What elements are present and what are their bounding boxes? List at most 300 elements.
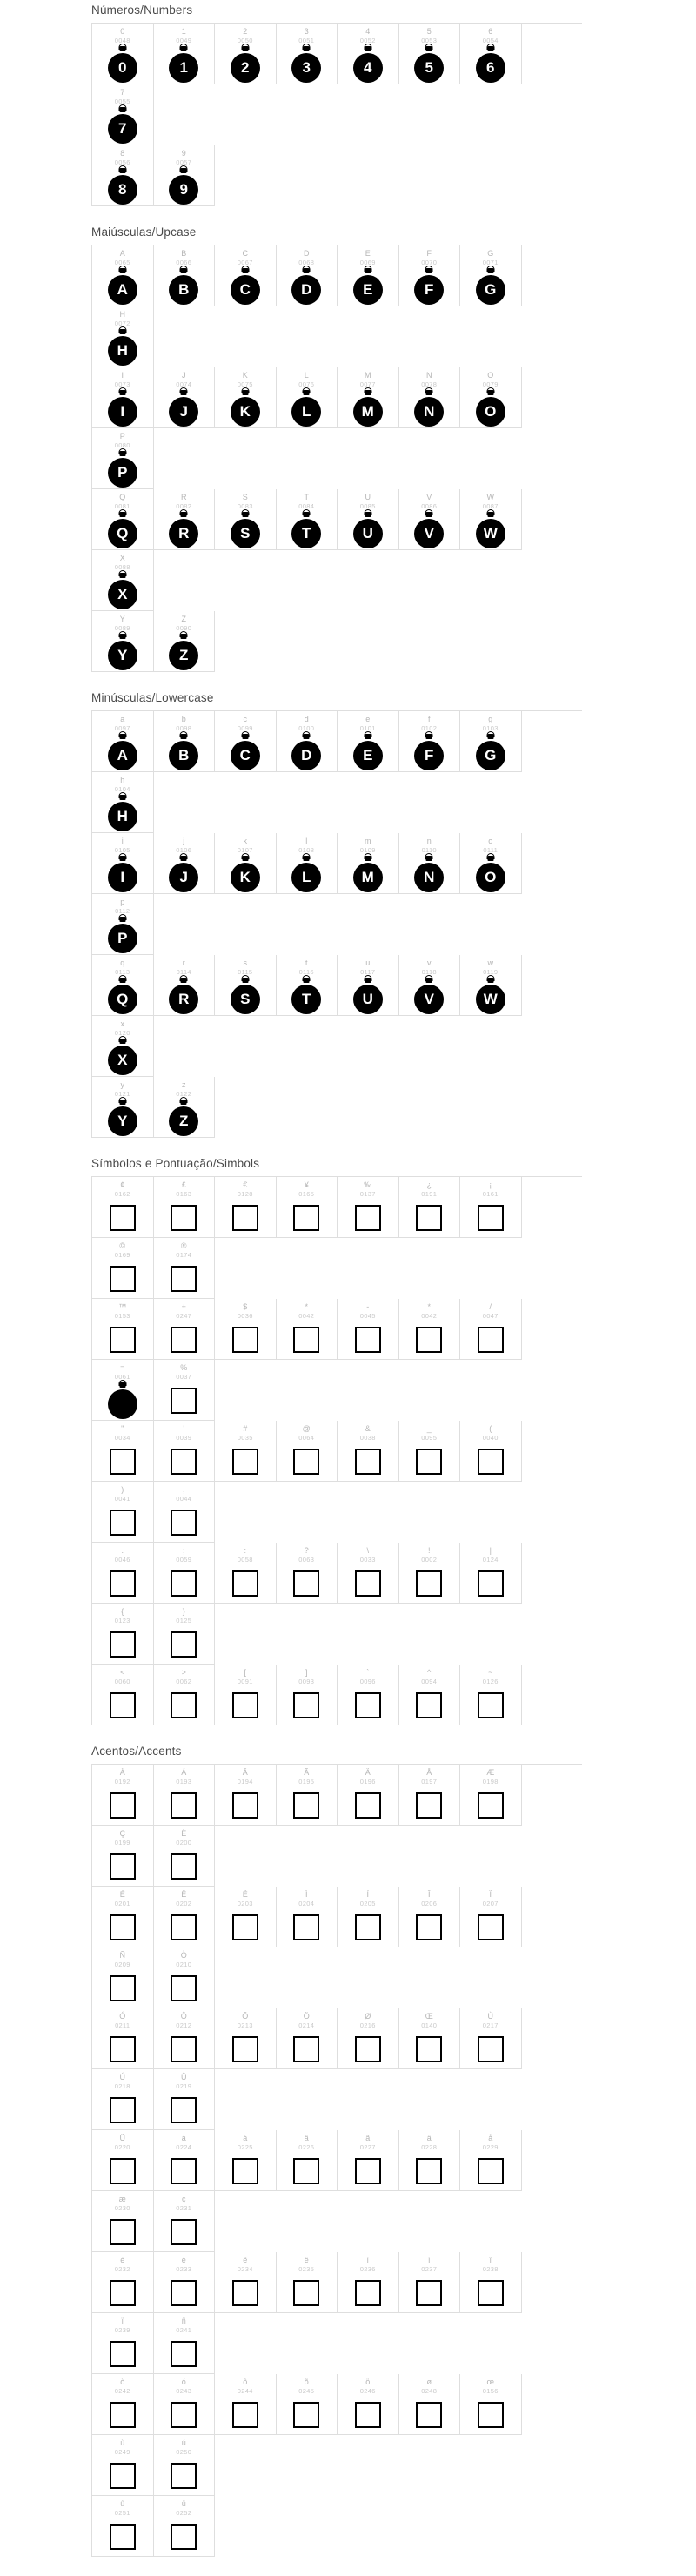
glyph-char-label: ü (181, 2499, 186, 2508)
ornament-ball-icon (414, 46, 444, 83)
ornament-ball-icon (169, 856, 198, 892)
ornament-cap-icon (304, 268, 310, 273)
glyph-code-label: 0204 (298, 1900, 315, 1907)
glyph-char-label: _ (426, 1424, 432, 1433)
ornament-letter: 2 (231, 53, 260, 83)
glyph-preview (277, 732, 338, 771)
glyph-char-label: c (243, 715, 247, 723)
glyph-char-label: } (182, 1607, 185, 1616)
glyph-char-label: ñ (181, 2317, 186, 2325)
glyph-char-label: ) (121, 1485, 124, 1494)
section-title: Símbolos e Pontuação/Simbols (91, 1157, 260, 1170)
glyph-preview (399, 510, 460, 549)
missing-glyph-box-icon (232, 1205, 258, 1231)
ornament-letter: O (476, 397, 505, 427)
glyph-cell (399, 711, 461, 772)
ornament-ball-icon (231, 512, 260, 548)
missing-glyph-box-icon (110, 1914, 136, 1940)
ornament-cap-icon (119, 573, 125, 578)
glyph-row (91, 145, 582, 206)
glyph-code-label: 0202 (176, 1900, 192, 1907)
glyph-preview (277, 510, 338, 549)
glyph-code-label: 0122 (176, 1090, 192, 1098)
glyph-preview (154, 1198, 215, 1237)
ornament-cap-icon (426, 512, 432, 517)
missing-glyph-box-icon (171, 1853, 197, 1880)
glyph-char-label: y (120, 1080, 124, 1089)
glyph-char-label: Ì (304, 1890, 308, 1899)
ornament-cap-icon (487, 978, 493, 983)
glyph-preview (338, 510, 398, 549)
glyph-code-label: 0251 (114, 2509, 130, 2517)
glyph-code-label: 0089 (114, 624, 130, 632)
glyph-preview (460, 510, 521, 549)
glyph-char-label: ! (427, 1546, 431, 1555)
ornament-cap-icon (119, 329, 125, 334)
section-title: Números/Numbers (91, 3, 193, 17)
glyph-code-label: 0163 (176, 1190, 192, 1198)
glyph-preview (215, 1320, 276, 1359)
ornament-ball-icon (169, 46, 198, 83)
ornament-ball-icon (108, 46, 137, 83)
glyph-cell (154, 1177, 216, 1238)
glyph-preview (92, 915, 153, 954)
ornament-letter: B (169, 741, 198, 770)
glyph-char-label: ‰ (364, 1180, 372, 1189)
glyph-preview (92, 854, 153, 893)
missing-glyph-box-icon (355, 1570, 381, 1597)
glyph-cell (399, 1543, 461, 1604)
glyph-char-label: æ (118, 2195, 126, 2203)
glyph-preview (399, 2151, 460, 2190)
glyph-cell (338, 1421, 399, 1482)
glyph-char-label: P (119, 432, 125, 441)
missing-glyph-box-icon (478, 1914, 504, 1940)
glyph-preview (277, 1685, 338, 1725)
glyph-code-label: 0117 (360, 968, 376, 976)
glyph-preview (338, 388, 398, 427)
glyph-cell (154, 611, 216, 672)
glyph-code-label: 0219 (176, 2082, 192, 2090)
glyph-char-label: á (243, 2134, 248, 2142)
glyph-char-label: Ç (119, 1829, 125, 1838)
ornament-letter: 9 (169, 175, 198, 205)
glyph-code-label: 0207 (482, 1900, 499, 1907)
glyph-char-label: œ (486, 2378, 494, 2386)
glyph-row (91, 1665, 582, 1725)
glyph-code-label: 0169 (114, 1251, 130, 1259)
glyph-cell (338, 489, 399, 550)
glyph-char-label: ö (365, 2378, 371, 2386)
ornament-ball-icon (476, 978, 505, 1014)
glyph-code-label: 0094 (421, 1678, 438, 1685)
glyph-preview (277, 1320, 338, 1359)
glyph-code-label: 0095 (421, 1434, 438, 1442)
missing-glyph-box-icon (293, 2402, 319, 2428)
glyph-cell (92, 1665, 154, 1725)
glyph-char-label: ¥ (304, 1180, 309, 1189)
glyph-preview (92, 2090, 153, 2129)
glyph-cell (92, 711, 154, 772)
ornament-letter: N (414, 397, 444, 427)
glyph-char-label: É (119, 1890, 125, 1899)
glyph-cell (215, 1887, 277, 1947)
ornament-cap-icon (365, 856, 371, 861)
ornament-ball-icon (476, 390, 505, 427)
glyph-cell (460, 1299, 522, 1360)
glyph-code-label: 0123 (114, 1617, 130, 1624)
glyph-preview (92, 2334, 153, 2373)
glyph-cell (154, 1765, 216, 1826)
glyph-preview (215, 2273, 276, 2312)
missing-glyph-box-icon (171, 1692, 197, 1718)
glyph-cell (338, 2374, 399, 2435)
glyph-char-label: û (120, 2499, 125, 2508)
ornament-cap-icon (304, 390, 310, 395)
ornament-ball-icon (108, 856, 137, 892)
glyph-code-label: 0086 (421, 502, 438, 510)
glyph-char-label: G (487, 249, 494, 258)
ornament-letter: R (169, 985, 198, 1014)
glyph-row (91, 1764, 582, 1887)
glyph-preview (92, 1564, 153, 1603)
glyph-cell (399, 1665, 461, 1725)
glyph-preview (154, 266, 215, 306)
glyph-code-label: 0128 (237, 1190, 253, 1198)
glyph-preview (460, 1320, 521, 1359)
glyph-cell (338, 955, 399, 1016)
missing-glyph-box-icon (232, 1914, 258, 1940)
glyph-cell (154, 955, 216, 1016)
glyph-code-label: 0238 (482, 2265, 499, 2273)
glyph-preview (92, 449, 153, 488)
glyph-char-label: ¿ (426, 1180, 432, 1189)
glyph-preview (92, 1381, 153, 1420)
glyph-cell (460, 1543, 522, 1604)
ornament-cap-icon (181, 390, 187, 395)
glyph-char-label: B (181, 249, 187, 258)
glyph-preview (338, 1685, 398, 1725)
missing-glyph-box-icon (416, 2402, 442, 2428)
glyph-char-label: ` (366, 1668, 370, 1677)
glyph-code-label: 0246 (359, 2387, 376, 2395)
glyph-cell (154, 1482, 216, 1543)
ornament-ball-icon (169, 734, 198, 770)
glyph-cell (460, 2252, 522, 2313)
glyph-preview (399, 44, 460, 84)
glyph-char-label: A (119, 249, 125, 258)
glyph-cell (92, 1299, 154, 1360)
glyph-preview (277, 2029, 338, 2068)
glyph-preview (154, 2334, 215, 2373)
glyph-code-label: 0213 (237, 2021, 253, 2029)
glyph-preview (154, 2517, 215, 2556)
ornament-letter: A (108, 741, 137, 770)
glyph-preview (399, 388, 460, 427)
glyph-cell (92, 833, 154, 894)
glyph-char-label: Z (181, 615, 186, 623)
glyph-cell (277, 955, 338, 1016)
ornament-cap-icon (242, 512, 248, 517)
missing-glyph-box-icon (171, 2402, 197, 2428)
glyph-code-label: 0042 (298, 1312, 315, 1320)
missing-glyph-box-icon (110, 2341, 136, 2367)
glyph-char-label: k (243, 837, 247, 845)
ornament-cap-icon (487, 856, 493, 861)
missing-glyph-box-icon (293, 1914, 319, 1940)
ornament-cap-icon (426, 268, 432, 273)
glyph-code-label: 0218 (114, 2082, 130, 2090)
glyph-cell (338, 2252, 399, 2313)
missing-glyph-box-icon (232, 1449, 258, 1475)
ornament-cap-icon (365, 512, 371, 517)
glyph-code-label: 0054 (482, 37, 499, 44)
glyph-code-label: 0126 (482, 1678, 499, 1685)
ornament-cap-icon (119, 512, 125, 517)
glyph-code-label: 0121 (114, 1090, 130, 1098)
missing-glyph-box-icon (355, 1327, 381, 1353)
glyph-code-label: 0244 (237, 2387, 253, 2395)
missing-glyph-box-icon (171, 1449, 197, 1475)
glyph-code-label: 0162 (114, 1190, 130, 1198)
missing-glyph-box-icon (232, 1692, 258, 1718)
glyph-cell (154, 2252, 216, 2313)
glyph-preview (154, 1786, 215, 1825)
glyph-cell (154, 1238, 216, 1299)
glyph-preview (92, 1503, 153, 1542)
glyph-char-label: L (304, 371, 309, 380)
glyph-preview (154, 1846, 215, 1886)
glyph-char-label: . (121, 1546, 124, 1555)
ornament-ball-icon (108, 268, 137, 305)
ornament-ball-icon (108, 451, 137, 488)
glyph-cell (338, 711, 399, 772)
missing-glyph-box-icon (478, 2402, 504, 2428)
glyph-code-label: 0231 (176, 2204, 192, 2212)
glyph-code-label: 0097 (114, 724, 130, 732)
glyph-preview (277, 266, 338, 306)
glyph-char-label: l (305, 837, 308, 845)
glyph-cell (154, 245, 216, 306)
ornament-letter: 4 (353, 53, 383, 83)
glyph-char-label: Î (427, 1890, 431, 1899)
glyph-cell (92, 84, 154, 145)
glyph-char-label: Y (119, 615, 125, 623)
glyph-code-label: 0214 (298, 2021, 315, 2029)
glyph-char-label: a (120, 715, 125, 723)
ornament-letter: M (353, 863, 383, 892)
ornament-ball-icon (169, 390, 198, 427)
glyph-preview (277, 2273, 338, 2312)
glyph-cell (154, 1604, 216, 1665)
glyph-cell (215, 1177, 277, 1238)
glyph-row (91, 489, 582, 611)
glyph-cell (277, 1665, 338, 1725)
glyph-cell (399, 1299, 461, 1360)
glyph-preview (399, 1786, 460, 1825)
glyph-cell (399, 1765, 461, 1826)
glyph-preview (460, 1907, 521, 1947)
glyph-code-label: 0242 (114, 2387, 130, 2395)
glyph-char-label: Õ (242, 2012, 249, 2021)
glyph-char-label: e (365, 715, 371, 723)
glyph-char-label: 8 (120, 149, 125, 158)
glyph-char-label: ò (120, 2378, 125, 2386)
ornament-ball-icon (414, 734, 444, 770)
missing-glyph-box-icon (478, 2158, 504, 2184)
missing-glyph-box-icon (293, 1205, 319, 1231)
glyph-preview (154, 1381, 215, 1420)
glyph-cell (460, 24, 522, 84)
missing-glyph-box-icon (110, 2097, 136, 2123)
glyph-code-label: 0093 (298, 1678, 315, 1685)
glyph-preview (154, 1907, 215, 1947)
glyph-char-label: 0 (120, 27, 125, 36)
missing-glyph-box-icon (171, 2524, 197, 2550)
ornament-letter: V (414, 985, 444, 1014)
glyph-char-label: $ (243, 1302, 248, 1311)
glyph-preview (215, 1564, 276, 1603)
glyph-cell (277, 2130, 338, 2191)
glyph-preview (338, 2395, 398, 2434)
glyph-preview (154, 44, 215, 84)
glyph-cell (92, 2252, 154, 2313)
glyph-cell (460, 489, 522, 550)
ornament-ball-icon (108, 1039, 137, 1075)
ornament-cap-icon (119, 734, 125, 739)
ornament-cap-icon (304, 978, 310, 983)
glyph-cell (154, 2130, 216, 2191)
glyph-cell (92, 2191, 154, 2252)
ornament-letter: F (414, 275, 444, 305)
glyph-char-label: " (121, 1424, 124, 1433)
glyph-cell (460, 1421, 522, 1482)
glyph-code-label: 0174 (176, 1251, 192, 1259)
glyph-code-label: 0074 (176, 380, 192, 388)
glyph-cell (92, 1077, 154, 1138)
glyph-code-label: 0232 (114, 2265, 130, 2273)
glyph-code-label: 0124 (482, 1556, 499, 1564)
glyph-section (0, 225, 696, 691)
glyph-code-label: 0072 (114, 319, 130, 327)
ornament-letter: C (231, 741, 260, 770)
glyph-preview (92, 2517, 153, 2556)
glyph-char-label: / (489, 1302, 492, 1311)
glyph-code-label: 0100 (298, 724, 315, 732)
glyph-char-label: ë (304, 2256, 309, 2264)
missing-glyph-box-icon (355, 2280, 381, 2306)
glyph-preview (399, 732, 460, 771)
missing-glyph-box-icon (293, 1327, 319, 1353)
glyph-code-label: 0108 (298, 846, 315, 854)
glyph-preview (399, 1198, 460, 1237)
glyph-row (91, 2496, 582, 2557)
glyph-preview (154, 854, 215, 893)
glyph-char-label: Å (426, 1768, 432, 1777)
glyph-preview (277, 2395, 338, 2434)
glyph-code-label: 0050 (237, 37, 253, 44)
glyph-preview (215, 2395, 276, 2434)
ornament-cap-icon (365, 390, 371, 395)
glyph-cell (92, 1765, 154, 1826)
glyph-code-label: 0047 (482, 1312, 499, 1320)
missing-glyph-box-icon (293, 2280, 319, 2306)
glyph-code-label: 0137 (359, 1190, 376, 1198)
glyph-preview (277, 854, 338, 893)
glyph-preview (154, 1098, 215, 1137)
glyph-preview (154, 732, 215, 771)
glyph-code-label: 0075 (237, 380, 253, 388)
glyph-cell (399, 245, 461, 306)
ornament-ball-icon (291, 46, 321, 83)
ornament-ball-icon (231, 268, 260, 305)
ornament-letter: D (291, 741, 321, 770)
glyph-code-label: 0062 (176, 1678, 192, 1685)
glyph-char-label: î (489, 2256, 492, 2264)
glyph-char-label: < (120, 1668, 125, 1677)
glyph-cell (215, 1765, 277, 1826)
glyph-code-label: 0236 (359, 2265, 376, 2273)
glyph-code-label: 0081 (114, 502, 130, 510)
section-title: Maiúsculas/Upcase (91, 225, 197, 239)
missing-glyph-box-icon (110, 2463, 136, 2489)
glyph-cell (460, 2374, 522, 2435)
glyph-preview (277, 388, 338, 427)
glyph-cell (154, 24, 216, 84)
glyph-cell (399, 2252, 461, 2313)
glyph-preview (154, 2212, 215, 2251)
ornament-ball-icon (476, 268, 505, 305)
ornament-letter: Z (169, 1106, 198, 1136)
missing-glyph-box-icon (478, 2280, 504, 2306)
ornament-cap-icon (487, 512, 493, 517)
glyph-code-label: 0250 (176, 2448, 192, 2456)
glyph-code-label: 0115 (238, 968, 253, 976)
glyph-code-label: 0107 (237, 846, 253, 854)
ornament-letter: U (353, 985, 383, 1014)
glyph-code-label: 0198 (482, 1778, 499, 1786)
glyph-section (0, 1745, 696, 2576)
glyph-code-label: 0161 (482, 1190, 499, 1198)
glyph-preview (92, 2212, 153, 2251)
glyph-code-label: 0113 (115, 968, 130, 976)
glyph-cell (215, 24, 277, 84)
missing-glyph-box-icon (478, 1205, 504, 1231)
glyph-cell (460, 711, 522, 772)
glyph-preview (338, 2029, 398, 2068)
glyph-cell (338, 245, 399, 306)
ornament-ball-icon (169, 168, 198, 205)
glyph-cell (92, 2130, 154, 2191)
glyph-char-label: ' (183, 1424, 185, 1433)
glyph-char-label: © (119, 1241, 126, 1250)
ornament-cap-icon (181, 634, 187, 639)
missing-glyph-box-icon (171, 1792, 197, 1819)
glyph-cell (460, 1765, 522, 1826)
glyph-char-label: È (181, 1829, 187, 1838)
glyph-char-label: * (427, 1302, 431, 1311)
glyph-code-label: 0114 (176, 968, 191, 976)
glyph-code-label: 0212 (176, 2021, 192, 2029)
glyph-preview (215, 976, 276, 1015)
glyph-cell (215, 245, 277, 306)
missing-glyph-box-icon (478, 1792, 504, 1819)
ornament-ball-icon (353, 734, 383, 770)
glyph-cell (92, 1177, 154, 1238)
glyph-char-label: I (121, 371, 124, 380)
glyph-preview (92, 1907, 153, 1947)
glyph-row (91, 833, 582, 955)
